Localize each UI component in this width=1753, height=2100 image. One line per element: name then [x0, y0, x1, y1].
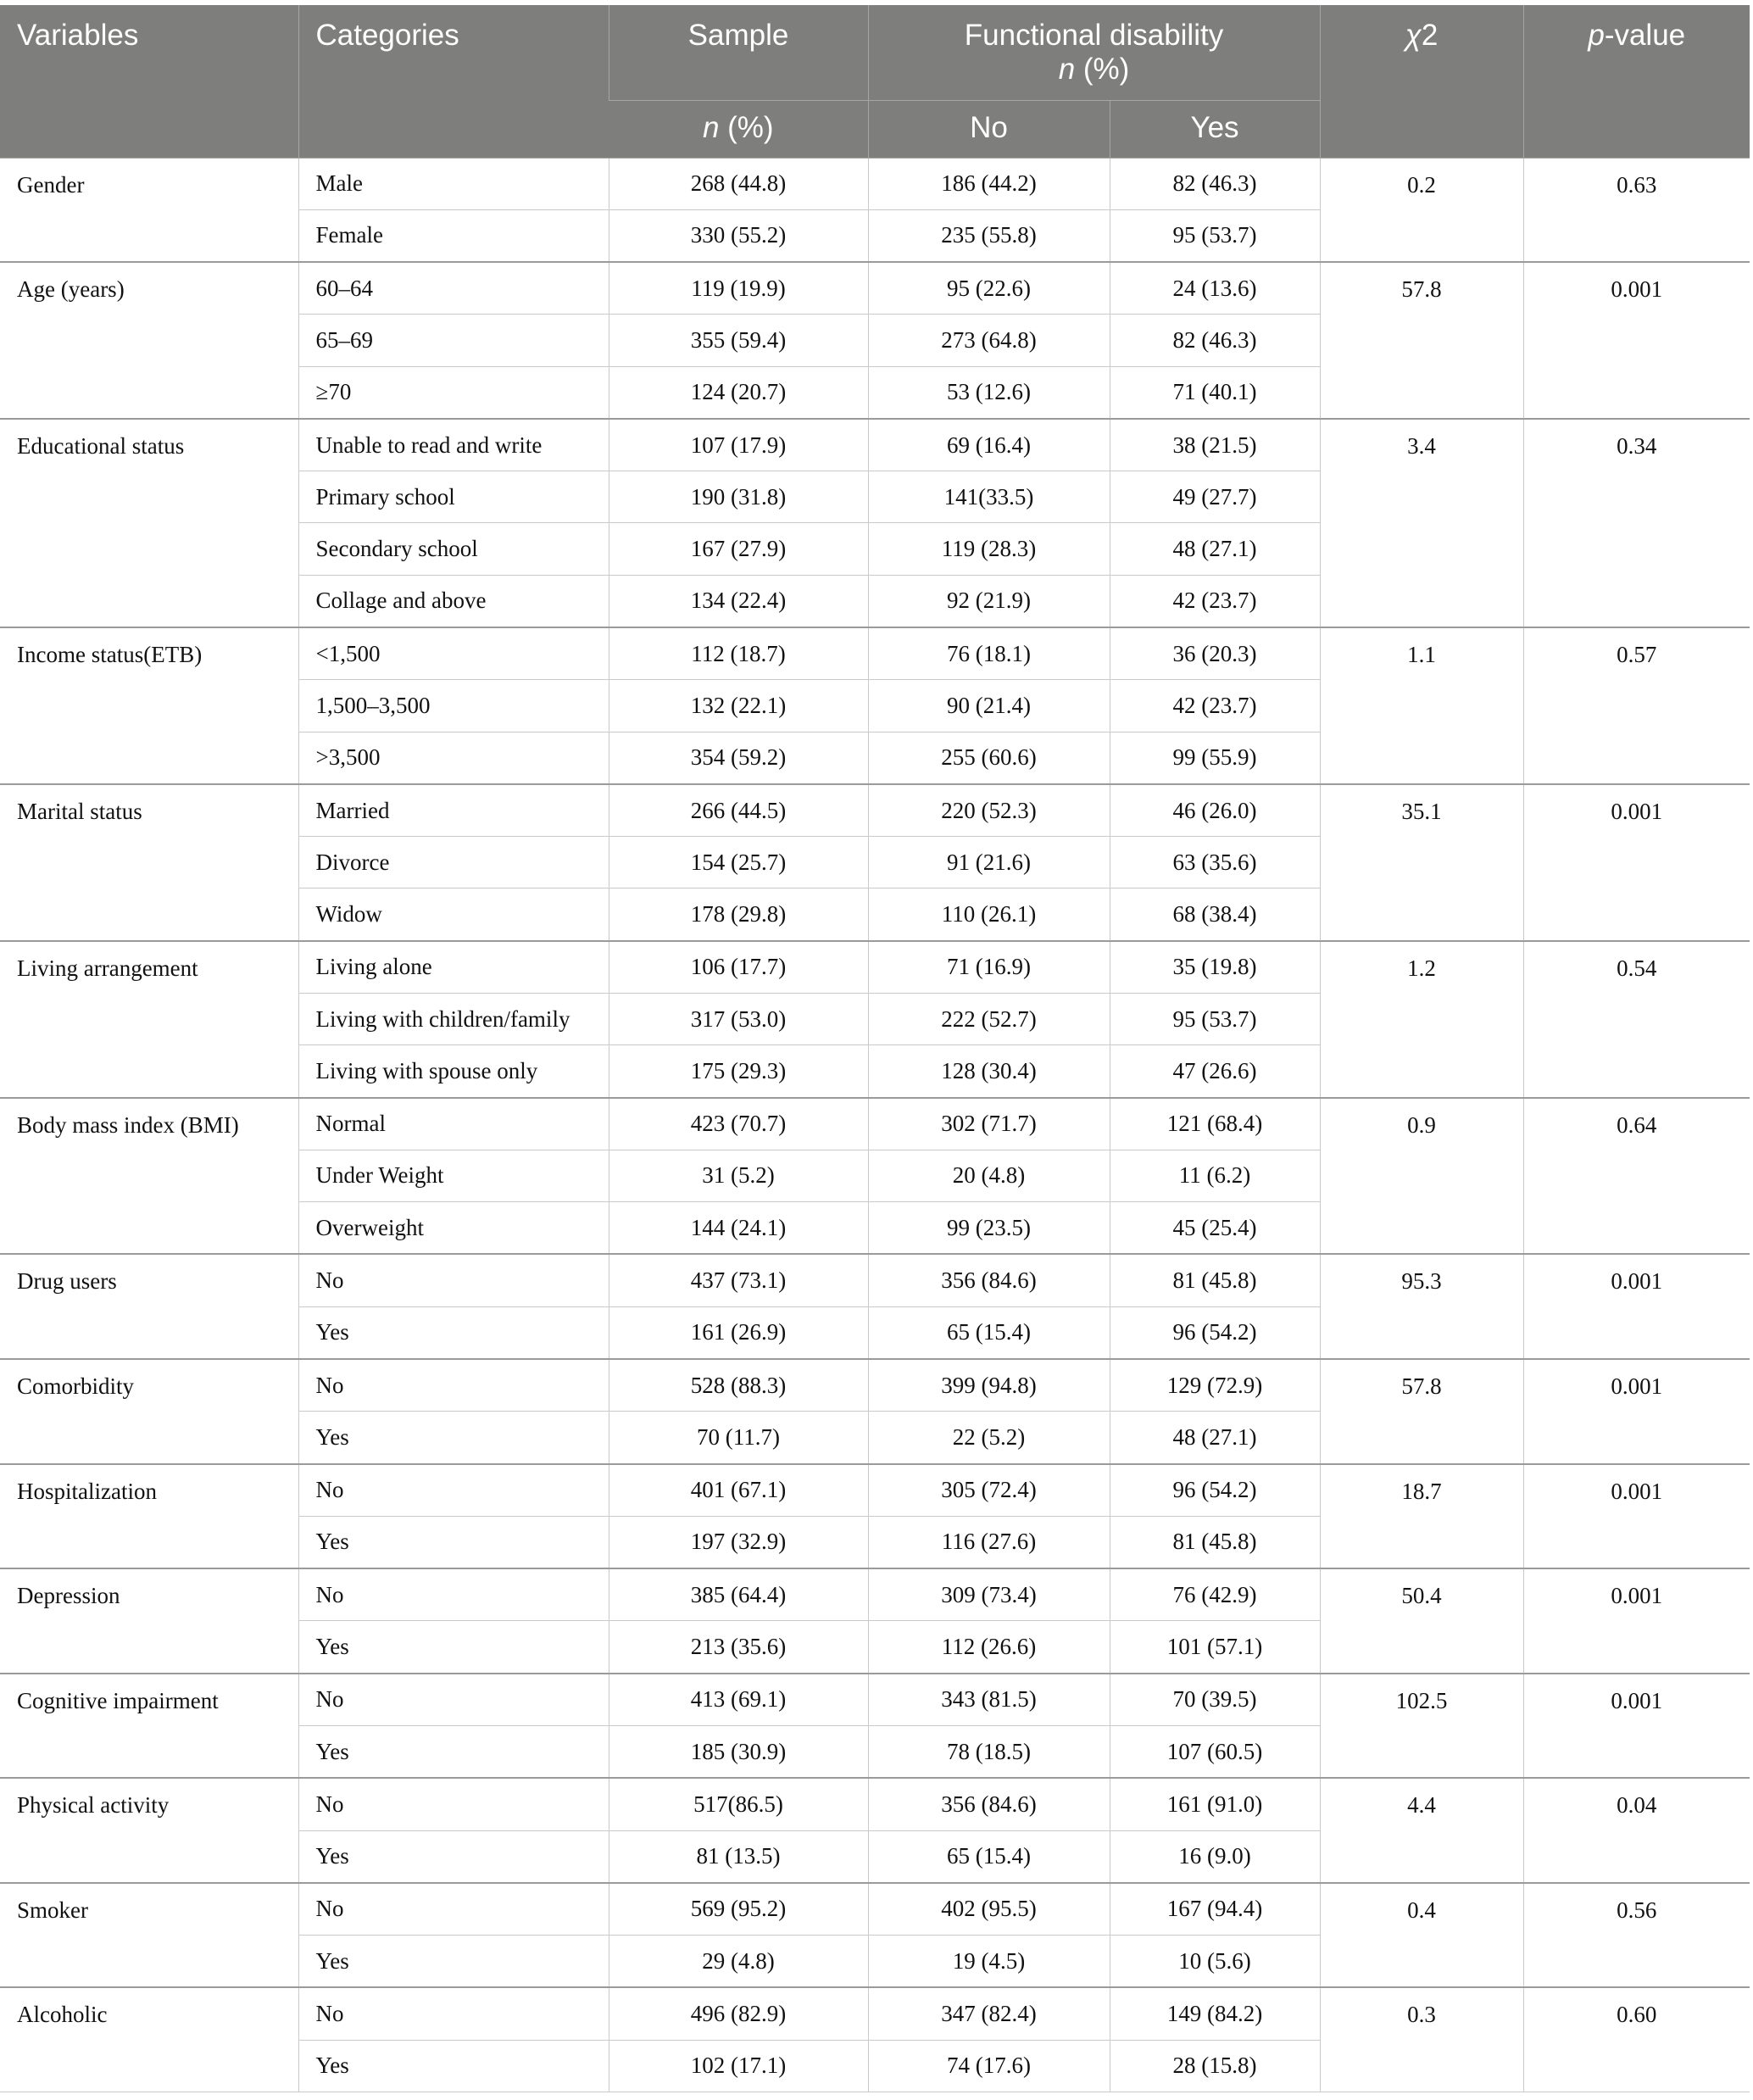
category-cell: Secondary school [298, 523, 609, 575]
disability-yes-cell: 96 (54.2) [1110, 1306, 1320, 1359]
table-row [0, 784, 1750, 837]
disability-yes-cell: 38 (21.5) [1110, 419, 1320, 471]
disability-yes-cell: 48 (27.1) [1110, 1412, 1320, 1464]
p-value-cell: 0.57 [1523, 627, 1750, 784]
category-cell: No [298, 1359, 609, 1412]
table-row [0, 627, 1750, 680]
category-cell: ≥70 [298, 366, 609, 419]
chi-square-cell: 3.4 [1320, 419, 1523, 627]
header-fd-pct: (%) [1075, 53, 1130, 86]
disability-yes-cell: 129 (72.9) [1110, 1359, 1320, 1412]
sample-cell: 401 (67.1) [609, 1464, 868, 1517]
p-value-cell: 0.001 [1523, 1674, 1750, 1779]
sample-cell: 144 (24.1) [609, 1202, 868, 1255]
table-row [0, 158, 1750, 209]
table-row [0, 1987, 1750, 2040]
sample-cell: 528 (88.3) [609, 1359, 868, 1412]
category-cell: Male [298, 158, 609, 209]
disability-no-cell: 71 (16.9) [868, 941, 1110, 994]
header-fd-n: n [1058, 53, 1076, 86]
disability-yes-cell: 149 (84.2) [1110, 1987, 1320, 2040]
category-cell: Yes [298, 1621, 609, 1674]
disability-no-cell: 235 (55.8) [868, 209, 1110, 262]
sample-cell: 268 (44.8) [609, 158, 868, 209]
chi-square-cell: 57.8 [1320, 1359, 1523, 1464]
sample-cell: 330 (55.2) [609, 209, 868, 262]
sample-cell: 29 (4.8) [609, 1936, 868, 1988]
disability-no-cell: 309 (73.4) [868, 1568, 1110, 1621]
variable-cell: Body mass index (BMI) [0, 1098, 298, 1255]
category-cell: Female [298, 209, 609, 262]
table-row [0, 1464, 1750, 1517]
disability-no-cell: 65 (15.4) [868, 1830, 1110, 1883]
category-cell: No [298, 1987, 609, 2040]
disability-no-cell: 22 (5.2) [868, 1412, 1110, 1464]
category-cell: No [298, 1778, 609, 1830]
sample-cell: 175 (29.3) [609, 1045, 868, 1098]
disability-no-cell: 119 (28.3) [868, 523, 1110, 575]
variable-cell: Hospitalization [0, 1464, 298, 1569]
disability-no-cell: 116 (27.6) [868, 1516, 1110, 1568]
disability-yes-cell: 107 (60.5) [1110, 1725, 1320, 1778]
disability-yes-cell: 70 (39.5) [1110, 1674, 1320, 1726]
category-cell: Living alone [298, 941, 609, 994]
disability-no-cell: 20 (4.8) [868, 1150, 1110, 1201]
variable-cell: Alcoholic [0, 1987, 298, 2092]
header-categories: Categories [298, 5, 609, 158]
p-value-cell: 0.54 [1523, 941, 1750, 1098]
disability-no-cell: 74 (17.6) [868, 2040, 1110, 2092]
sample-cell: 423 (70.7) [609, 1098, 868, 1150]
sample-cell: 413 (69.1) [609, 1674, 868, 1726]
sample-cell: 107 (17.9) [609, 419, 868, 471]
sample-cell: 31 (5.2) [609, 1150, 868, 1201]
sample-cell: 185 (30.9) [609, 1725, 868, 1778]
category-cell: Yes [298, 1306, 609, 1359]
functional-disability-table [0, 5, 1750, 2092]
p-value-cell: 0.64 [1523, 1098, 1750, 1255]
p-value-cell: 0.001 [1523, 262, 1750, 419]
variable-cell: Depression [0, 1568, 298, 1674]
chi-square-cell: 50.4 [1320, 1568, 1523, 1674]
sample-cell: 213 (35.6) [609, 1621, 868, 1674]
sample-cell: 354 (59.2) [609, 732, 868, 784]
disability-no-cell: 356 (84.6) [868, 1254, 1110, 1306]
table-row [0, 1254, 1750, 1306]
sample-cell: 119 (19.9) [609, 262, 868, 315]
disability-no-cell: 399 (94.8) [868, 1359, 1110, 1412]
disability-yes-cell: 82 (46.3) [1110, 158, 1320, 209]
category-cell: Primary school [298, 471, 609, 523]
variable-cell: Age (years) [0, 262, 298, 419]
sample-cell: 81 (13.5) [609, 1830, 868, 1883]
category-cell: 1,500–3,500 [298, 680, 609, 732]
header-chi-square [1320, 5, 1523, 158]
table-row [0, 1674, 1750, 1726]
disability-no-cell: 65 (15.4) [868, 1306, 1110, 1359]
table-row [0, 262, 1750, 315]
header-sample-n [609, 100, 868, 158]
disability-yes-cell: 95 (53.7) [1110, 209, 1320, 262]
header-no: No [868, 100, 1110, 158]
category-cell: Yes [298, 1412, 609, 1464]
sample-cell: 496 (82.9) [609, 1987, 868, 2040]
disability-no-cell: 128 (30.4) [868, 1045, 1110, 1098]
variable-cell: Gender [0, 158, 298, 262]
sample-cell: 124 (20.7) [609, 366, 868, 419]
p-value-cell: 0.60 [1523, 1987, 1750, 2092]
table-row [0, 1098, 1750, 1150]
disability-yes-cell: 82 (46.3) [1110, 315, 1320, 366]
sample-cell: 517(86.5) [609, 1778, 868, 1830]
disability-yes-cell: 49 (27.7) [1110, 471, 1320, 523]
disability-yes-cell: 16 (9.0) [1110, 1830, 1320, 1883]
category-cell: Normal [298, 1098, 609, 1150]
disability-no-cell: 19 (4.5) [868, 1936, 1110, 1988]
disability-no-cell: 305 (72.4) [868, 1464, 1110, 1517]
disability-no-cell: 69 (16.4) [868, 419, 1110, 471]
category-cell: Under Weight [298, 1150, 609, 1201]
disability-no-cell: 186 (44.2) [868, 158, 1110, 209]
table-row [0, 1883, 1750, 1936]
sample-cell: 134 (22.4) [609, 575, 868, 627]
disability-no-cell: 347 (82.4) [868, 1987, 1110, 2040]
disability-yes-cell: 46 (26.0) [1110, 784, 1320, 837]
sample-cell: 197 (32.9) [609, 1516, 868, 1568]
variable-cell: Drug users [0, 1254, 298, 1359]
chi-square-cell: 18.7 [1320, 1464, 1523, 1569]
p-value-cell: 0.56 [1523, 1883, 1750, 1988]
variable-cell: Marital status [0, 784, 298, 941]
disability-no-cell: 92 (21.9) [868, 575, 1110, 627]
category-cell: Overweight [298, 1202, 609, 1255]
chi-square-cell: 102.5 [1320, 1674, 1523, 1779]
p-value-cell: 0.34 [1523, 419, 1750, 627]
category-cell: Yes [298, 1830, 609, 1883]
disability-yes-cell: 10 (5.6) [1110, 1936, 1320, 1988]
disability-no-cell: 53 (12.6) [868, 366, 1110, 419]
disability-no-cell: 141(33.5) [868, 471, 1110, 523]
category-cell: Unable to read and write [298, 419, 609, 471]
table-body [0, 158, 1750, 2092]
category-cell: No [298, 1674, 609, 1726]
p-value-cell: 0.001 [1523, 1359, 1750, 1464]
category-cell: <1,500 [298, 627, 609, 680]
disability-no-cell: 220 (52.3) [868, 784, 1110, 837]
disability-no-cell: 112 (26.6) [868, 1621, 1110, 1674]
sample-cell: 437 (73.1) [609, 1254, 868, 1306]
category-cell: Widow [298, 888, 609, 941]
table-row [0, 941, 1750, 994]
sample-cell: 385 (64.4) [609, 1568, 868, 1621]
disability-no-cell: 76 (18.1) [868, 627, 1110, 680]
disability-no-cell: 255 (60.6) [868, 732, 1110, 784]
header-sample-pct: (%) [719, 110, 774, 144]
disability-yes-cell: 96 (54.2) [1110, 1464, 1320, 1517]
category-cell: No [298, 1464, 609, 1517]
category-cell: Living with children/family [298, 994, 609, 1045]
category-cell: No [298, 1254, 609, 1306]
disability-yes-cell: 28 (15.8) [1110, 2040, 1320, 2092]
disability-yes-cell: 45 (25.4) [1110, 1202, 1320, 1255]
p-value-cell: 0.001 [1523, 1254, 1750, 1359]
variable-cell: Income status(ETB) [0, 627, 298, 784]
disability-no-cell: 110 (26.1) [868, 888, 1110, 941]
sample-cell: 70 (11.7) [609, 1412, 868, 1464]
header-p-rest: -value [1604, 19, 1686, 52]
category-cell: Yes [298, 1936, 609, 1988]
variable-cell: Comorbidity [0, 1359, 298, 1464]
chi-square-cell: 1.2 [1320, 941, 1523, 1098]
chi-square-cell: 0.3 [1320, 1987, 1523, 2092]
header-variables: Variables [0, 5, 298, 158]
category-cell: 65–69 [298, 315, 609, 366]
disability-yes-cell: 11 (6.2) [1110, 1150, 1320, 1201]
disability-no-cell: 91 (21.6) [868, 837, 1110, 888]
header-sample-n-letter: n [702, 110, 720, 144]
variable-cell: Smoker [0, 1883, 298, 1988]
disability-yes-cell: 99 (55.9) [1110, 732, 1320, 784]
category-cell: Married [298, 784, 609, 837]
p-value-cell: 0.63 [1523, 158, 1750, 262]
variable-cell: Educational status [0, 419, 298, 627]
sample-cell: 167 (27.9) [609, 523, 868, 575]
disability-yes-cell: 76 (42.9) [1110, 1568, 1320, 1621]
disability-no-cell: 402 (95.5) [868, 1883, 1110, 1936]
header-p-italic: p [1588, 19, 1605, 52]
variable-cell: Physical activity [0, 1778, 298, 1883]
disability-yes-cell: 95 (53.7) [1110, 994, 1320, 1045]
header-p-value [1523, 5, 1750, 158]
disability-yes-cell: 24 (13.6) [1110, 262, 1320, 315]
sample-cell: 317 (53.0) [609, 994, 868, 1045]
p-value-cell: 0.04 [1523, 1778, 1750, 1883]
p-value-cell: 0.001 [1523, 1568, 1750, 1674]
disability-no-cell: 343 (81.5) [868, 1674, 1110, 1726]
table-header [0, 5, 1750, 158]
disability-yes-cell: 35 (19.8) [1110, 941, 1320, 994]
disability-no-cell: 95 (22.6) [868, 262, 1110, 315]
chi-square-cell: 0.4 [1320, 1883, 1523, 1988]
chi-square-cell: 0.2 [1320, 158, 1523, 262]
disability-yes-cell: 161 (91.0) [1110, 1778, 1320, 1830]
sample-cell: 106 (17.7) [609, 941, 868, 994]
disability-yes-cell: 48 (27.1) [1110, 523, 1320, 575]
disability-no-cell: 302 (71.7) [868, 1098, 1110, 1150]
sample-cell: 190 (31.8) [609, 471, 868, 523]
sample-cell: 569 (95.2) [609, 1883, 868, 1936]
disability-yes-cell: 81 (45.8) [1110, 1254, 1320, 1306]
chi-square-cell: 4.4 [1320, 1778, 1523, 1883]
disability-yes-cell: 42 (23.7) [1110, 680, 1320, 732]
chi-square-cell: 57.8 [1320, 262, 1523, 419]
disability-yes-cell: 42 (23.7) [1110, 575, 1320, 627]
table-row [0, 1568, 1750, 1621]
disability-yes-cell: 167 (94.4) [1110, 1883, 1320, 1936]
category-cell: Yes [298, 1725, 609, 1778]
variable-cell: Cognitive impairment [0, 1674, 298, 1779]
category-cell: 60–64 [298, 262, 609, 315]
header-fd-title: Functional disability [964, 19, 1224, 52]
disability-yes-cell: 63 (35.6) [1110, 837, 1320, 888]
header-sample: Sample [609, 5, 868, 100]
category-cell: Yes [298, 2040, 609, 2092]
category-cell: No [298, 1568, 609, 1621]
sample-cell: 355 (59.4) [609, 315, 868, 366]
sample-cell: 154 (25.7) [609, 837, 868, 888]
sample-cell: 266 (44.5) [609, 784, 868, 837]
disability-yes-cell: 36 (20.3) [1110, 627, 1320, 680]
category-cell: Collage and above [298, 575, 609, 627]
disability-no-cell: 90 (21.4) [868, 680, 1110, 732]
disability-no-cell: 356 (84.6) [868, 1778, 1110, 1830]
sample-cell: 102 (17.1) [609, 2040, 868, 2092]
disability-no-cell: 99 (23.5) [868, 1202, 1110, 1255]
disability-no-cell: 78 (18.5) [868, 1725, 1110, 1778]
disability-yes-cell: 47 (26.6) [1110, 1045, 1320, 1098]
chi-square-cell: 1.1 [1320, 627, 1523, 784]
p-value-cell: 0.001 [1523, 1464, 1750, 1569]
chi-square-cell: 0.9 [1320, 1098, 1523, 1255]
table-row [0, 1778, 1750, 1830]
category-cell: Living with spouse only [298, 1045, 609, 1098]
category-cell: Yes [298, 1516, 609, 1568]
disability-yes-cell: 101 (57.1) [1110, 1621, 1320, 1674]
chi-square-cell: 95.3 [1320, 1254, 1523, 1359]
disability-yes-cell: 71 (40.1) [1110, 366, 1320, 419]
sample-cell: 161 (26.9) [609, 1306, 868, 1359]
sample-cell: 112 (18.7) [609, 627, 868, 680]
variable-cell: Living arrangement [0, 941, 298, 1098]
chi-square-cell: 35.1 [1320, 784, 1523, 941]
disability-yes-cell: 68 (38.4) [1110, 888, 1320, 941]
header-yes: Yes [1110, 100, 1320, 158]
category-cell: >3,500 [298, 732, 609, 784]
header-functional-disability [868, 5, 1320, 100]
table-row [0, 419, 1750, 471]
category-cell: No [298, 1883, 609, 1936]
header-chi-symbol: χ [1405, 19, 1422, 52]
table-row [0, 1359, 1750, 1412]
header-chi-num: 2 [1421, 19, 1439, 52]
category-cell: Divorce [298, 837, 609, 888]
sample-cell: 132 (22.1) [609, 680, 868, 732]
sample-cell: 178 (29.8) [609, 888, 868, 941]
p-value-cell: 0.001 [1523, 784, 1750, 941]
disability-no-cell: 222 (52.7) [868, 994, 1110, 1045]
disability-no-cell: 273 (64.8) [868, 315, 1110, 366]
disability-yes-cell: 81 (45.8) [1110, 1516, 1320, 1568]
disability-yes-cell: 121 (68.4) [1110, 1098, 1320, 1150]
